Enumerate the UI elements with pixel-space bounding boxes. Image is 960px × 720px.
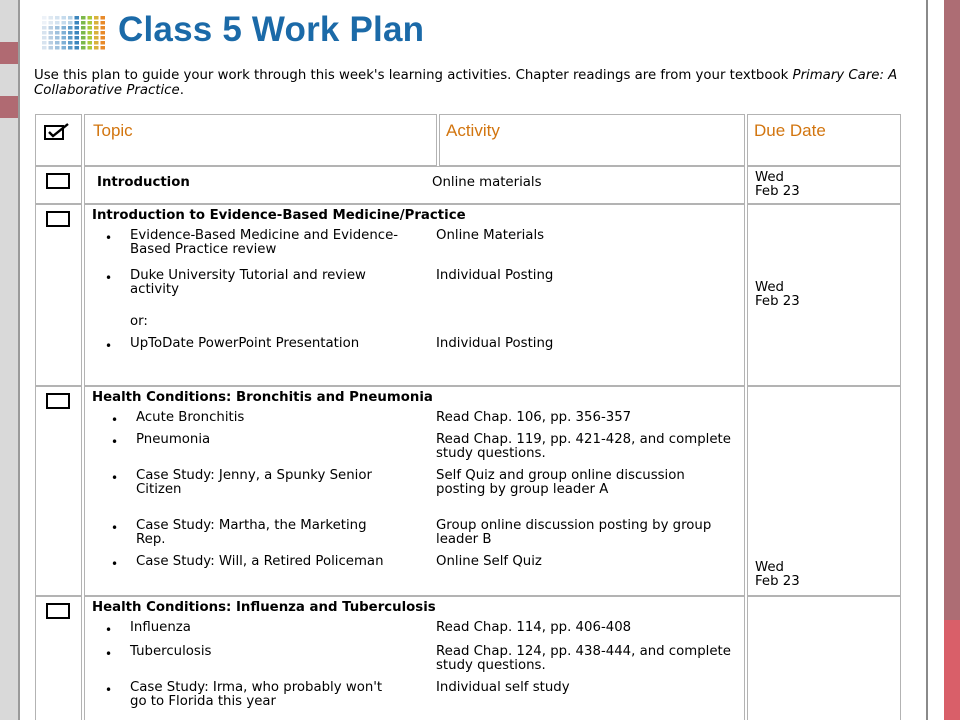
slide-frame-right-line <box>926 0 928 720</box>
item-activity: Read Chap. 119, pp. 421-428, and complete study questions. <box>436 432 731 461</box>
logo-grid-cell <box>94 41 99 45</box>
logo-grid-cell <box>42 46 47 50</box>
item-activity: Group online discussion posting by group leader B <box>436 518 712 547</box>
logo-grid-cell <box>42 36 47 40</box>
item-activity: Individual Posting <box>436 336 554 351</box>
logo-grid-cell <box>62 36 67 40</box>
list-item: Case Study: Will, a Retired Policeman <box>136 554 384 569</box>
logo-grid-cell <box>62 16 67 20</box>
table-row <box>35 386 903 596</box>
item-activity: Online Self Quiz <box>436 554 542 569</box>
item-activity: Read Chap. 106, pp. 356-357 <box>436 410 632 425</box>
logo-grid-cell <box>75 41 80 45</box>
work-plan-table <box>35 114 903 720</box>
logo-grid-cell <box>81 46 86 50</box>
intro-paragraph <box>34 68 914 98</box>
bullet: • <box>111 521 119 535</box>
list-item: Acute Bronchitis <box>136 410 245 425</box>
logo-grid-cell <box>94 36 99 40</box>
logo-grid-cell <box>55 31 60 35</box>
logo-grid-cell <box>75 21 80 25</box>
item-activity: Individual Posting <box>436 268 554 283</box>
item-activity: Read Chap. 114, pp. 406-408 <box>436 620 632 635</box>
logo-grid-cell <box>81 41 86 45</box>
logo-grid-cell <box>88 26 93 30</box>
section-title: Health Conditions: Influenza and Tuberculosis <box>92 600 436 615</box>
logo-grid-cell <box>94 21 99 25</box>
logo-grid-cell <box>42 26 47 30</box>
header-due-date: Due Date <box>754 121 826 140</box>
logo-grid-cell <box>62 41 67 45</box>
logo-grid-cell <box>81 16 86 20</box>
row-topic: Introduction <box>97 175 190 190</box>
list-item: or: <box>130 314 148 329</box>
logo-grid-cell <box>62 26 67 30</box>
due-day: Wed <box>755 280 784 295</box>
header-activity-cell <box>439 114 745 166</box>
item-activity: Individual self study <box>436 680 570 695</box>
item-activity: Online Materials <box>436 228 545 243</box>
row-check-cell <box>35 596 82 720</box>
logo-grid-cell <box>55 41 60 45</box>
logo-grid-cell <box>49 46 54 50</box>
row-topic-cell <box>84 596 745 720</box>
logo-grid-cell <box>62 31 67 35</box>
row-checkbox[interactable] <box>46 173 70 189</box>
logo-grid-cell <box>94 16 99 20</box>
row-checkbox[interactable] <box>46 211 70 227</box>
logo-grid-cell <box>62 46 67 50</box>
logo-grid-cell <box>94 26 99 30</box>
logo-grid-cell <box>75 31 80 35</box>
slide-frame-right-accent <box>944 620 960 720</box>
due-day: Wed <box>755 170 784 185</box>
logo-grid-cell <box>101 21 106 25</box>
logo-grid-cell <box>68 36 73 40</box>
logo-grid-cell <box>75 36 80 40</box>
logo-grid-cell <box>75 26 80 30</box>
row-topic-cell <box>84 166 745 204</box>
logo-grid-cell <box>88 16 93 20</box>
list-item: Evidence-Based Medicine and Evidence-Based Practice review <box>130 228 399 257</box>
bullet: • <box>105 683 113 697</box>
table-header-row <box>35 114 903 166</box>
logo-grid-cell <box>81 26 86 30</box>
item-activity: Self Quiz and group online discussion posting by group leader A <box>436 468 685 497</box>
logo-grid-cell <box>101 46 106 50</box>
bullet: • <box>105 647 113 661</box>
row-due-cell <box>747 386 901 596</box>
bullet: • <box>105 231 113 245</box>
bullet: • <box>111 471 119 485</box>
list-item: Duke University Tutorial and review activity <box>130 268 366 297</box>
textbook-title: Primary Care: A Collaborative Practice <box>34 68 898 98</box>
header-due-cell <box>747 114 901 166</box>
logo-grid-cell <box>88 41 93 45</box>
item-activity: Read Chap. 124, pp. 438-444, and complete study questions. <box>436 644 731 673</box>
list-item: Influenza <box>130 620 191 635</box>
logo-grid-cell <box>42 16 47 20</box>
list-item: Case Study: Martha, the Marketing Rep. <box>136 518 367 547</box>
section-title: Introduction to Evidence-Based Medicine/Practice <box>92 208 466 223</box>
logo-grid-cell <box>42 41 47 45</box>
row-topic-cell <box>84 204 745 386</box>
logo-grid-cell <box>101 31 106 35</box>
intro-end: . <box>179 83 184 98</box>
table-row <box>35 204 903 386</box>
list-item: Case Study: Jenny, a Spunky Senior Citizen <box>136 468 372 497</box>
logo-grid-cell <box>68 41 73 45</box>
bullet: • <box>111 557 119 571</box>
row-check-cell <box>35 386 82 596</box>
row-check-cell <box>35 204 82 386</box>
logo-grid-cell <box>55 26 60 30</box>
logo-grid-cell <box>55 16 60 20</box>
slide-frame-accent <box>0 42 18 64</box>
list-item: Pneumonia <box>136 432 211 447</box>
intro-text: Use this plan to guide your work through this week's learning activities. Chapter readings are from your textbook <box>34 68 793 83</box>
table-row <box>35 596 903 720</box>
row-topic-cell <box>84 386 745 596</box>
logo-grid-cell <box>101 16 106 20</box>
checked-box-icon <box>44 123 70 141</box>
logo-grid-cell <box>55 36 60 40</box>
logo-grid-cell <box>75 46 80 50</box>
row-check-cell <box>35 166 82 204</box>
logo-grid-cell <box>88 46 93 50</box>
logo-grid-icon <box>40 14 108 50</box>
logo-grid-cell <box>101 41 106 45</box>
logo-grid-cell <box>49 26 54 30</box>
logo-grid-cell <box>62 21 67 25</box>
logo-grid-cell <box>81 21 86 25</box>
row-activity: Online materials <box>432 175 542 190</box>
due-day: Wed <box>755 560 784 575</box>
due-date: Feb 23 <box>755 574 800 589</box>
logo-grid-cell <box>49 41 54 45</box>
bullet: • <box>105 339 113 353</box>
row-due-cell <box>747 204 901 386</box>
header-activity: Activity <box>446 121 500 140</box>
logo-grid-cell <box>94 31 99 35</box>
bullet: • <box>105 271 113 285</box>
slide-frame-right <box>944 0 960 720</box>
slide-frame-left-line <box>18 0 20 720</box>
logo-grid-cell <box>88 21 93 25</box>
logo-grid-cell <box>68 21 73 25</box>
logo-grid-cell <box>49 21 54 25</box>
logo-grid-cell <box>81 36 86 40</box>
logo-grid-cell <box>88 31 93 35</box>
logo-grid-cell <box>101 36 106 40</box>
logo-grid-cell <box>49 16 54 20</box>
due-date: Feb 23 <box>755 184 800 199</box>
logo-grid-cell <box>68 16 73 20</box>
logo-grid-cell <box>55 46 60 50</box>
logo-grid-cell <box>49 36 54 40</box>
section-title: Health Conditions: Bronchitis and Pneumonia <box>92 390 433 405</box>
logo-grid-cell <box>75 16 80 20</box>
logo-grid-cell <box>42 31 47 35</box>
page-title: Class 5 Work Plan <box>118 10 425 49</box>
bullet: • <box>111 435 119 449</box>
list-item: Case Study: Irma, who probably won't go to Florida this year <box>130 680 383 709</box>
row-due-cell <box>747 166 901 204</box>
due-date: Feb 23 <box>755 294 800 309</box>
bullet: • <box>105 623 113 637</box>
bullet: • <box>111 413 119 427</box>
row-checkbox[interactable] <box>46 393 70 409</box>
logo-grid-cell <box>101 26 106 30</box>
table-row <box>35 166 903 204</box>
logo-grid-cell <box>81 31 86 35</box>
logo-grid-cell <box>68 46 73 50</box>
logo-grid-cell <box>55 21 60 25</box>
logo-grid-cell <box>68 26 73 30</box>
row-due-cell <box>747 596 901 720</box>
list-item: Tuberculosis <box>130 644 212 659</box>
slide-frame-accent <box>0 96 18 118</box>
row-checkbox[interactable] <box>46 603 70 619</box>
list-item: UpToDate PowerPoint Presentation <box>130 336 360 351</box>
logo-grid-cell <box>94 46 99 50</box>
logo-grid-cell <box>88 36 93 40</box>
header-check-cell <box>35 114 82 166</box>
header-topic: Topic <box>93 121 133 140</box>
header-topic-cell <box>84 114 437 166</box>
logo-grid-cell <box>49 31 54 35</box>
logo-grid-cell <box>42 21 47 25</box>
logo-grid-cell <box>68 31 73 35</box>
